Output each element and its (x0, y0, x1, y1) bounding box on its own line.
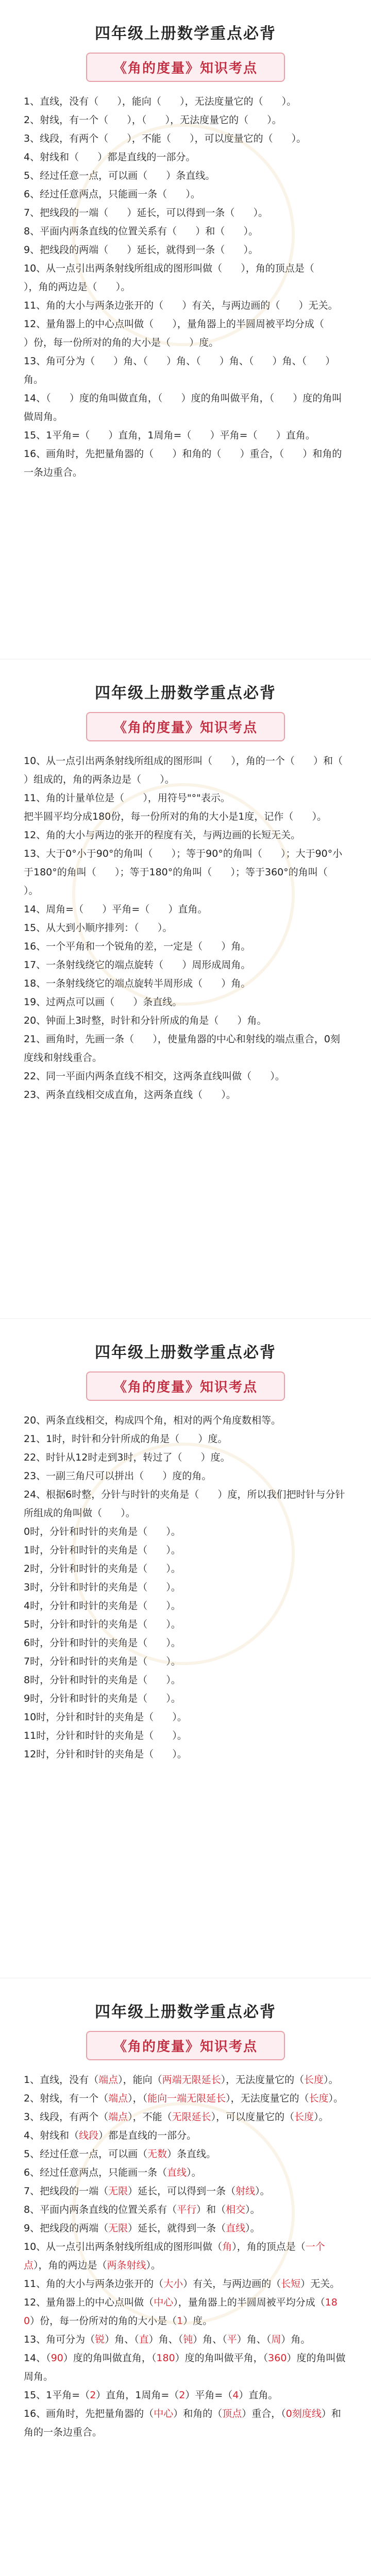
knowledge-list (24, 92, 347, 482)
list-item (24, 826, 347, 844)
question-text: ）有关，与两边画的（ (183, 2278, 281, 2290)
question-text: 13、角可分为（ ）角、（ ）角、（ ）角、（ ）角、（ ）角。 (24, 355, 335, 385)
question-text: 1时，分针和时针的夹角是（ ）。 (24, 1545, 181, 1556)
list-item (24, 352, 347, 389)
question-text: ）和（ (196, 2204, 226, 2215)
list-item (24, 1689, 347, 1708)
question-text: 3、线段，有两个（ (24, 2111, 109, 2123)
question-text: ）度的角叫做平角，（ (175, 2352, 268, 2364)
answer-text: 端点 (98, 2074, 119, 2086)
section-banner: 《角的度量》知识考点 (86, 1371, 285, 1401)
question-text: 10、从一点引出两条射线所组成的图形叫（ ），角的一个（ ）和（ ）组成的，角的两条边是（ ）。 (24, 755, 362, 785)
question-text: ）角、（ (148, 2334, 183, 2345)
list-item (24, 1541, 347, 1560)
list-item (24, 259, 347, 296)
answer-text: 长短 (281, 2278, 301, 2290)
list-item (24, 2349, 347, 2386)
question-text: 8、平面内两条直线的位置关系有（ (24, 2204, 177, 2215)
list-item (24, 900, 347, 919)
question-text: 10、从一点引出两条射线所组成的图形叫做（ ），角的顶点是（ ），角的两边是（ ）。 (24, 263, 333, 293)
question-text: 21、1时，时针和分针所成的角是（ ）度。 (24, 1433, 228, 1445)
list-item (24, 2293, 347, 2330)
list-item (24, 1560, 347, 1578)
question-text: 10时，分针和时针的夹角是（ ）。 (24, 1711, 187, 1723)
list-item (24, 1615, 347, 1634)
question-text: ）条直线。 (167, 2148, 216, 2160)
question-text: 23、两条直线相交成直角，这两条直线（ ）。 (24, 1089, 236, 1100)
question-text: 20、两条直线相交，构成四个角，相对的两个角度数相等。 (24, 1415, 281, 1426)
question-text: ）延长，就得到一条（ (128, 2223, 226, 2234)
question-text: 2时，分针和时针的夹角是（ ）。 (24, 1563, 181, 1574)
list-item (24, 111, 347, 129)
list-item (24, 148, 347, 166)
question-text: ）无关。 (300, 2278, 340, 2290)
list-item (24, 2404, 347, 2442)
list-item (24, 789, 347, 807)
question-text: 24、根据6时整，分针与时针的夹角是（ ）度，所以我们把时针与分针所组成的角叫做（ ）。 (24, 1489, 345, 1519)
list-item (24, 937, 347, 956)
page-title: 四年级上册数学重点必背 (95, 2003, 276, 2021)
answer-text: 射线 (235, 2185, 256, 2197)
answer-text: 90 (50, 2352, 63, 2364)
question-text: 14、（ (24, 2352, 51, 2364)
list-item (24, 2089, 347, 2108)
question-text: 6时，分针和时针的夹角是（ ）。 (24, 1637, 181, 1649)
question-text: 0时，分针和时针的夹角是（ ）。 (24, 1526, 181, 1537)
list-item (24, 1708, 347, 1726)
list-item (24, 1634, 347, 1652)
answer-text: 直线 (167, 2167, 187, 2178)
list-item (24, 993, 347, 1011)
question-text: ）。 (328, 2093, 344, 2104)
section-banner: 《角的度量》知识考点 (86, 712, 285, 741)
page-title: 四年级上册数学重点必背 (95, 684, 276, 702)
list-item (24, 129, 347, 148)
list-item (24, 1745, 347, 1764)
question-text: ）都是直线的一部分。 (98, 2130, 197, 2141)
question-text: ），（ (128, 2093, 148, 2104)
question-text: 12、角的大小与两边的张开的程度有关，与两边画的长短无关。 (24, 829, 301, 841)
answer-text: 无限 (108, 2185, 128, 2197)
question-text: ）。 (146, 2260, 161, 2271)
question-text: 22、同一平面内两条直线不相交，这两条直线叫做（ ）。 (24, 1071, 285, 1082)
answer-text: 长度 (294, 2111, 314, 2123)
question-text: 2、射线，有一个（ ），（ ），无法度量它的（ ）。 (24, 114, 282, 126)
question-text: 11、角的计量单位是（ ），用符号"°"表示。 (24, 792, 230, 804)
question-text: 12、量角器上的中心点叫做（ (24, 2297, 154, 2308)
question-text: 4时，分针和时针的夹角是（ ）。 (24, 1600, 181, 1612)
question-text: ）度的角叫做周角。 (24, 2352, 346, 2382)
list-item (24, 2126, 347, 2145)
answer-text: 一个点 (24, 2241, 325, 2271)
answer-text: 长度 (309, 2093, 329, 2104)
list-item (24, 974, 347, 993)
list-item (24, 1578, 347, 1597)
page-title: 四年级上册数学重点必背 (95, 1344, 276, 1362)
answer-text: 端点 (108, 2111, 128, 2123)
list-item (24, 445, 347, 482)
section-banner-wrap (24, 2031, 347, 2060)
question-text: 4、射线和（ ）都是直线的一部分。 (24, 151, 196, 163)
question-text: ），量角器上的半圆周被平均分成（ (173, 2297, 325, 2308)
answer-text: 长度 (304, 2074, 324, 2086)
question-text: 5、经过任意一点，可以画（ (24, 2148, 148, 2160)
question-text: ）和角的（ (173, 2408, 223, 2419)
list-item (24, 1652, 347, 1671)
question-text: 16、画角时，先把量角器的（ (24, 2408, 154, 2419)
question-text: ）直角。 (239, 2389, 278, 2401)
question-text: ）份，每一份所对的角的大小是（ (30, 2315, 177, 2327)
list-item (24, 166, 347, 185)
question-text: 5、经过任意一点，可以画（ ）条直线。 (24, 170, 215, 181)
question-text: 3、线段，有两个（ ），不能（ ），可以度量它的（ ）。 (24, 133, 307, 144)
question-text: 8时，分针和时针的夹角是（ ）。 (24, 1674, 181, 1686)
answer-text: 2 (179, 2389, 185, 2401)
question-text: 把半圆平均分成180份，每一份所对的角的大小是1度，记作（ ）。 (24, 811, 327, 822)
question-text: 11、角的大小与两条边张开的（ (24, 2278, 164, 2290)
list-item (24, 315, 347, 352)
list-item (24, 389, 347, 426)
knowledge-list (24, 2071, 347, 2442)
list-item (24, 807, 347, 826)
answer-text: 无限 (108, 2223, 128, 2234)
answer-text: 360 (268, 2352, 287, 2364)
list-item (24, 2163, 347, 2182)
list-item (24, 1067, 347, 1086)
section-banner-wrap (24, 53, 347, 82)
question-text: 9时，分针和时针的夹角是（ ）。 (24, 1693, 181, 1704)
question-text: 5时，分针和时针的夹角是（ ）。 (24, 1619, 181, 1630)
question-text: ）。 (324, 2074, 339, 2086)
question-text: 16、一个平角和一个锐角的差，一定是（ ）角。 (24, 941, 251, 952)
list-item (24, 1448, 347, 1467)
question-text: 23、一副三角尺可以拼出（ ）度的角。 (24, 1470, 212, 1482)
list-item (24, 296, 347, 315)
answer-text: 无数 (147, 2148, 167, 2160)
question-text: 21、画角时，先画一条（ ），使量角器的中心和射线的端点重合，0刻度线和射线重合。 (24, 1033, 341, 1063)
question-text: ）和角的一条边重合。 (24, 2408, 341, 2438)
question-text: ）角、（ (237, 2334, 272, 2345)
answer-text: 无限延长 (172, 2111, 211, 2123)
question-text: ）。 (245, 2223, 260, 2234)
answer-text: 端点 (108, 2093, 128, 2104)
question-text: ），不能（ (128, 2111, 172, 2123)
question-text: 6、经过任意两点，只能画一条（ (24, 2167, 167, 2178)
answer-text: 4 (232, 2389, 239, 2401)
knowledge-list (24, 1411, 347, 1764)
list-item (24, 1522, 347, 1541)
question-text: ）重合，（ (242, 2408, 286, 2419)
question-text: ）角、（ (105, 2334, 139, 2345)
answer-text: 线段 (79, 2130, 99, 2141)
question-text: 7、把线段的一端（ (24, 2185, 109, 2197)
question-text: ）直角，1周角=（ (96, 2389, 179, 2401)
list-item (24, 426, 347, 445)
question-text: ）。 (187, 2167, 201, 2178)
knowledge-list (24, 752, 362, 1104)
list-item (24, 1430, 347, 1448)
answer-text: 顶点 (222, 2408, 242, 2419)
question-text: ），无法度量它的（ (221, 2074, 305, 2086)
answer-text: 平行 (177, 2204, 197, 2215)
question-text: 14、（ ）度的角叫做直角，（ ）度的角叫做平角，（ ）度的角叫做周角。 (24, 393, 342, 422)
question-text: 9、把线段的两端（ (24, 2223, 109, 2234)
answer-text: 平 (227, 2334, 237, 2345)
list-item (24, 2108, 347, 2126)
question-text: ），能向（ (118, 2074, 162, 2086)
list-item (24, 1726, 347, 1745)
question-text: 6、经过任意两点，只能画一条（ ）。 (24, 189, 200, 200)
list-item (24, 2386, 347, 2404)
question-text: 13、角可分为（ (24, 2334, 95, 2345)
question-text: 20、钟面上3时整，时针和分针所成的角是（ ）角。 (24, 1015, 267, 1026)
question-text: 18、一条射线绕它的端点旋转半周形成（ ）角。 (24, 978, 251, 989)
question-text: 11、角的大小与两条边张开的（ ）有关，与两边画的（ ）无关。 (24, 300, 338, 311)
question-text: 2、射线，有一个（ (24, 2093, 109, 2104)
section-banner: 《角的度量》知识考点 (86, 53, 285, 82)
question-text: 9、把线段的两端（ ）延长，就得到一条（ ）。 (24, 244, 259, 256)
question-text: 15、1平角=（ (24, 2389, 90, 2401)
question-text: 19、过两点可以画（ ）条直线。 (24, 996, 182, 1008)
question-text: 13、大于0°小于90°的角叫（ ）；等于90°的角叫（ ）；大于90°小于180°的角叫（ ）；等于180°的角叫（ ）；等于360°的角叫（ ）。 (24, 848, 347, 896)
answer-text: 周 (271, 2334, 281, 2345)
list-item (24, 1467, 347, 1485)
question-text: ）度的角叫做直角，（ (63, 2352, 157, 2364)
section-banner-wrap (24, 1371, 347, 1401)
question-text: ）度。 (183, 2315, 213, 2327)
list-item (24, 1411, 347, 1430)
question-text: ）角。 (281, 2334, 311, 2345)
question-text: ），可以度量它的（ (211, 2111, 295, 2123)
list-item (24, 844, 347, 900)
section-banner: 《角的度量》知识考点 (86, 2031, 285, 2060)
answer-text: 能向一端无限延长 (147, 2093, 226, 2104)
list-item (24, 919, 347, 937)
list-item (24, 1086, 347, 1104)
question-text: 16、画角时，先把量角器的（ ）和角的（ ）重合，（ ）和角的一条边重合。 (24, 448, 342, 478)
list-item (24, 1485, 347, 1522)
answer-text: 锐 (95, 2334, 105, 2345)
list-item (24, 2275, 347, 2293)
answer-text: 直线 (226, 2223, 246, 2234)
list-item (24, 204, 347, 222)
question-text: ）。 (255, 2185, 270, 2197)
answer-text: 180 (24, 2297, 338, 2327)
question-text: 10、从一点引出两条射线所组成的图形叫做（ (24, 2241, 223, 2252)
answer-text: 0刻度线 (285, 2408, 322, 2419)
question-text: 4、射线和（ (24, 2130, 79, 2141)
question-text: ）。 (314, 2111, 329, 2123)
list-item (24, 2330, 347, 2349)
list-item (24, 92, 347, 111)
answer-text: 2 (90, 2389, 96, 2401)
list-item (24, 1597, 347, 1615)
list-item (24, 185, 347, 204)
question-text: ）平角=（ (185, 2389, 233, 2401)
question-text: ），角的顶点是（ (232, 2241, 306, 2252)
answer-text: 180 (156, 2352, 175, 2364)
question-text: 14、周角=（ ）平角=（ ）直角。 (24, 904, 208, 915)
question-text: ），无法度量它的（ (226, 2093, 309, 2104)
list-item (24, 1671, 347, 1689)
answer-text: 1 (177, 2315, 183, 2327)
question-text: 8、平面内两条直线的位置关系有（ ）和（ ）。 (24, 226, 259, 237)
list-item (24, 2071, 347, 2089)
list-item (24, 2238, 347, 2275)
question-text: 3时，分针和时针的夹角是（ ）。 (24, 1582, 181, 1593)
list-item (24, 2219, 347, 2238)
knowledge-page (0, 1978, 371, 2576)
question-text: ）。 (245, 2204, 260, 2215)
knowledge-page (0, 659, 371, 1319)
list-item (24, 241, 347, 259)
answer-text: 中心 (154, 2297, 174, 2308)
question-text: 11时，分针和时针的夹角是（ ）。 (24, 1730, 187, 1741)
knowledge-page (0, 0, 371, 659)
question-text: ）角、（ (193, 2334, 227, 2345)
question-text: 7、把线段的一端（ ）延长，可以得到一条（ ）。 (24, 207, 268, 218)
question-text: 1、直线，没有（ (24, 2074, 99, 2086)
question-text: 12时，分针和时针的夹角是（ ）。 (24, 1749, 187, 1760)
question-text: 22、时针从12时走到3时，转过了（ ）度。 (24, 1452, 230, 1463)
question-text: 15、1平角=（ ）直角，1周角=（ ）平角=（ ）直角。 (24, 430, 315, 441)
list-item (24, 2182, 347, 2200)
question-text: ），角的两边是（ (33, 2260, 107, 2271)
question-text: 17、一条射线绕它的端点旋转（ ）周形成周角。 (24, 959, 251, 971)
page-title: 四年级上册数学重点必背 (95, 25, 276, 43)
answer-text: 两端无限延长 (162, 2074, 221, 2086)
question-text: 15、从大到小顺序排列：（ ）。 (24, 922, 173, 934)
answer-text: 两条射线 (107, 2260, 146, 2271)
answer-text: 直 (139, 2334, 149, 2345)
question-text: 12、量角器上的中心点叫做（ ），量角器上的半圆周被平均分成（ ）份，每一份所对的角的大小是（ ）度。 (24, 318, 343, 348)
answer-text: 大小 (163, 2278, 183, 2290)
question-text: 7时，分针和时针的夹角是（ ）。 (24, 1656, 181, 1667)
question-text: 1、直线，没有（ ），能向（ ），无法度量它的（ ）。 (24, 96, 297, 107)
list-item (24, 956, 347, 974)
list-item (24, 222, 347, 241)
answer-text: 钝 (183, 2334, 193, 2345)
answer-text: 相交 (226, 2204, 246, 2215)
question-text: ）延长，可以得到一条（ (128, 2185, 236, 2197)
list-item (24, 2145, 347, 2163)
section-banner-wrap (24, 712, 347, 741)
list-item (24, 1011, 347, 1030)
list-item (24, 2200, 347, 2219)
list-item (24, 752, 362, 789)
knowledge-page (0, 1319, 371, 1978)
answer-text: 角 (222, 2241, 232, 2252)
list-item (24, 1030, 347, 1067)
answer-text: 中心 (154, 2408, 174, 2419)
